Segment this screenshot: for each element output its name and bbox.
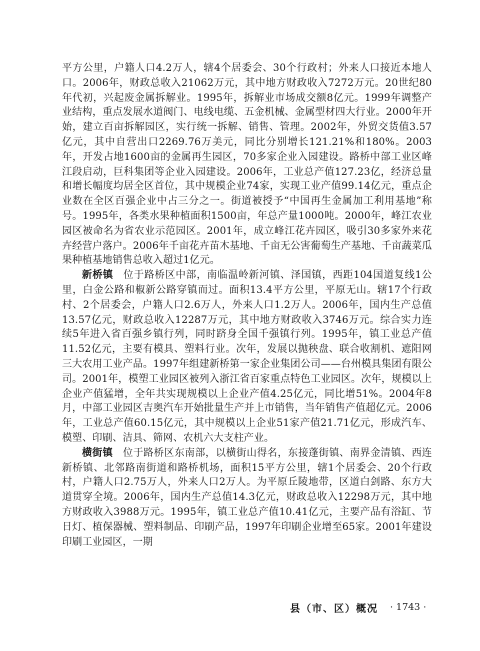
paragraph-text: 平方公里，户籍人口4.2万人，辖4个居委会、30个行政村；外来人口接近本地人口。2006年，财政总收入21062万元，其中地方财政收入7272万元。20世纪80年代初，兴起废金属拆解业。1995年，拆解业市场成交额8亿元。1999年调整产业结构，重点发展水道阀门、电线电缆、五金机械、金属型材四大行业。2000年开始，建立百亩拆解园区，实行统一拆解、销售、管理。2002年，外贸交货值3.57亿元，其中自营出口2269.76万美元，同比分别增长121.21%和180%。2003年，开发占地1600亩的金属再生园区，70多家企业入园建设。路桥中部工业区峰江段启动，巨科集团等企业入园建设。2006年，工业总产值127.23亿，经济总量和增长幅度均居全区首位，其中规模企业74家，实现工业产值99.14亿元，重点企业数在全区百强企业中占三分之一。街道被授予“中国再生金属加工利用基地”称号。1995年，各类水果种植面积1500亩，年总产量1000吨。2000年，峰江农业园区被命名为省农业示范园区。2001年，成立峰江花卉园区，吸引30多家外来花卉经营户落户。2006年千亩花卉苗木基地、千亩无公害葡萄生产基地、千亩蔬菜瓜果种植基地销售总收入超过1亿元。 [62, 63, 432, 267]
paragraph-hengjie [62, 447, 432, 551]
paragraph-intro [62, 62, 432, 269]
paragraph-text: 位于路桥区东南部，以横街山得名，东接蓬街镇、南界金清镇、西连新桥镇、北邻路南街道和路桥机场，面积15平方公里，辖1个居委会、20个行政村，户籍人口2.75万人，外来人口2万人。为平原丘陵地带，区道白剑路、东方大道贯穿全境。2006年，国内生产总值14.3亿元，财政总收入12298万元，其中地方财政收入3988万元。1995年，镇工业总产值10.41亿元，主要产品有浴缸、节日灯、植保器械、塑料制品、印刷产品，1997年印刷企业增至65家。2001年建设印刷工业园区，一期 [62, 447, 432, 548]
town-heading: 横街镇 [82, 447, 113, 459]
paragraph-xinqiao [62, 269, 432, 447]
running-footer-title: 县（市、区）概况 [290, 604, 378, 615]
body-text [62, 62, 432, 550]
town-heading: 新桥镇 [82, 270, 114, 282]
page-number: · 1743 · [390, 602, 427, 613]
page-footer [290, 600, 440, 615]
paragraph-text: 位于路桥区中部，南临温岭新河镇、泽国镇，西距104国道复线1公里，白金公路和椒新公路穿镇而过。面积13.4平方公里，平原无山。辖17个行政村、2个居委会，户籍人口2.6万人，外来人口1.2万人。2006年，国内生产总值13.57亿元，财政总收入12287万元，其中地方财政收入3746万元。综合实力连续5年进入省百强乡镇行列，同时跻身全国千强镇行列。1995年，镇工业总产值11.52亿元，主要有模具、塑料行业。次年，发展以抛秧盘、联合收割机、遮阳网三大农用工业产品。1997年组建新桥第一家企业集团公司——台州模具集团有限公司。2001年，模塑工业园区被列入浙江省百家重点特色工业园区。次年，规模以上企业产值猛增，全年共实现规模以上企业产值4.25亿元，同比增51%。2004年8月，中部工业园区吉奥汽车开始批量生产并上市销售，当年销售产值超亿元。2006年，工业总产值60.15亿元，其中规模以上企业51家产值21.71亿元，形成汽车、模塑、印刷、洁具、筛网、农机六大支柱产业。 [62, 270, 432, 444]
